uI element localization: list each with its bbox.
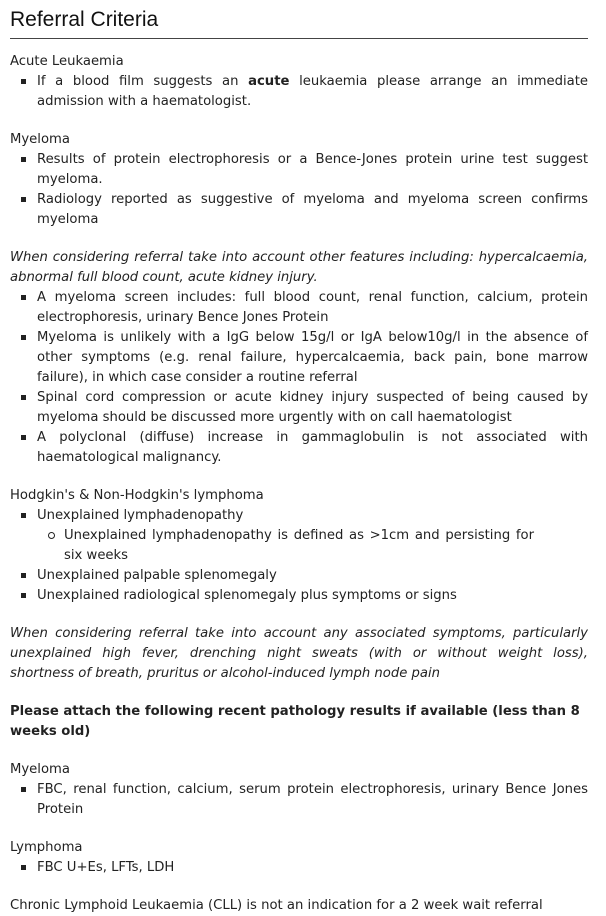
- list-item: [10, 288, 588, 328]
- lymphoma-list: [10, 506, 588, 606]
- attach-myeloma-list: [10, 780, 588, 820]
- lymphoma-heading: Hodgkin's & Non-Hodgkin's lymphoma: [10, 488, 264, 503]
- list-item: [10, 566, 588, 586]
- list-item-text: Unexplained lymphadenopathy: [37, 508, 244, 523]
- list-item: [10, 858, 588, 878]
- sub-list-item: [10, 526, 588, 566]
- square-bullet-icon: [21, 573, 26, 578]
- list-item-text: FBC U+Es, LFTs, LDH: [37, 860, 175, 875]
- page-title: Referral Criteria: [10, 0, 588, 39]
- list-item: [10, 388, 588, 428]
- acute-leukaemia-list: [10, 72, 588, 112]
- lymphoma-referral-note: When considering referral take into account any associated symptoms, particularly unexplained high fever, drenching night sweats (with or without weight loss), shortness of breath, pruritus or alcohol-induced lymph node pain: [10, 626, 588, 681]
- cll-note: Chronic Lymphoid Leukaemia (CLL) is not an indication for a 2 week wait referral: [10, 898, 543, 913]
- square-bullet-icon: [21, 395, 26, 400]
- list-item: [10, 150, 588, 190]
- list-item-text: leukaemia please arrange an immediate admission with a haematologist.: [37, 74, 588, 109]
- square-bullet-icon: [21, 295, 26, 300]
- sub-list-item-text: Unexplained lymphadenopathy is defined as >1cm and persisting for six weeks: [64, 528, 534, 563]
- acute-leukaemia-heading: Acute Leukaemia: [10, 54, 124, 69]
- myeloma-list: [10, 150, 588, 230]
- list-item-text: A polyclonal (diffuse) increase in gammaglobulin is not associated with haematological malignancy.: [37, 430, 588, 465]
- myeloma-heading: Myeloma: [10, 132, 70, 147]
- list-item: [10, 190, 588, 230]
- attach-lymphoma-heading: Lymphoma: [10, 840, 83, 855]
- myeloma-referral-note: When considering referral take into account other features including: hypercalcaemia, abnormal full blood count, acute kidney injury.: [10, 250, 588, 285]
- list-item: [10, 506, 588, 566]
- attach-lymphoma-list: [10, 858, 588, 878]
- list-item: [10, 72, 588, 112]
- square-bullet-icon: [21, 593, 26, 598]
- square-bullet-icon: [21, 513, 26, 518]
- list-item-text: Unexplained palpable splenomegaly: [37, 568, 277, 583]
- list-item: [10, 428, 588, 468]
- list-item-text: FBC, renal function, calcium, serum protein electrophoresis, urinary Bence Jones Protein: [37, 782, 588, 817]
- list-item-text: If a blood film suggests an: [37, 74, 249, 89]
- emphasis-acute: acute: [248, 74, 290, 89]
- square-bullet-icon: [21, 79, 26, 84]
- list-item-text: Results of protein electrophoresis or a Bence-Jones protein urine test suggest myeloma.: [37, 152, 588, 187]
- list-item-text: Myeloma is unlikely with a IgG below 15g/l or IgA below10g/l in the absence of other symptoms (e.g. renal failure, hypercalcaemia, back pain, bone marrow failure), in which case consider a routine referral: [37, 330, 588, 385]
- square-bullet-icon: [21, 157, 26, 162]
- list-item-text: Radiology reported as suggestive of myeloma and myeloma screen confirms myeloma: [37, 192, 588, 227]
- attach-results-heading: Please attach the following recent pathology results if available (less than 8 weeks old): [10, 704, 580, 739]
- attach-myeloma-heading: Myeloma: [10, 762, 70, 777]
- list-item: [10, 586, 588, 606]
- list-item: [10, 780, 588, 820]
- list-item: [10, 328, 588, 388]
- referral-criteria-page: [10, 0, 588, 916]
- list-item-text: A myeloma screen includes: full blood count, renal function, calcium, protein electrophoresis, urinary Bence Jones Protein: [37, 290, 588, 325]
- square-bullet-icon: [21, 435, 26, 440]
- square-bullet-icon: [21, 865, 26, 870]
- myeloma-note-list: [10, 288, 588, 468]
- circle-bullet-icon: [48, 532, 55, 539]
- square-bullet-icon: [21, 197, 26, 202]
- square-bullet-icon: [21, 335, 26, 340]
- list-item-text: Unexplained radiological splenomegaly plus symptoms or signs: [37, 588, 457, 603]
- list-item-text: Spinal cord compression or acute kidney injury suspected of being caused by myeloma should be discussed more urgently with on call haematologist: [37, 390, 588, 425]
- lymphoma-sub-list: [37, 526, 588, 566]
- square-bullet-icon: [21, 787, 26, 792]
